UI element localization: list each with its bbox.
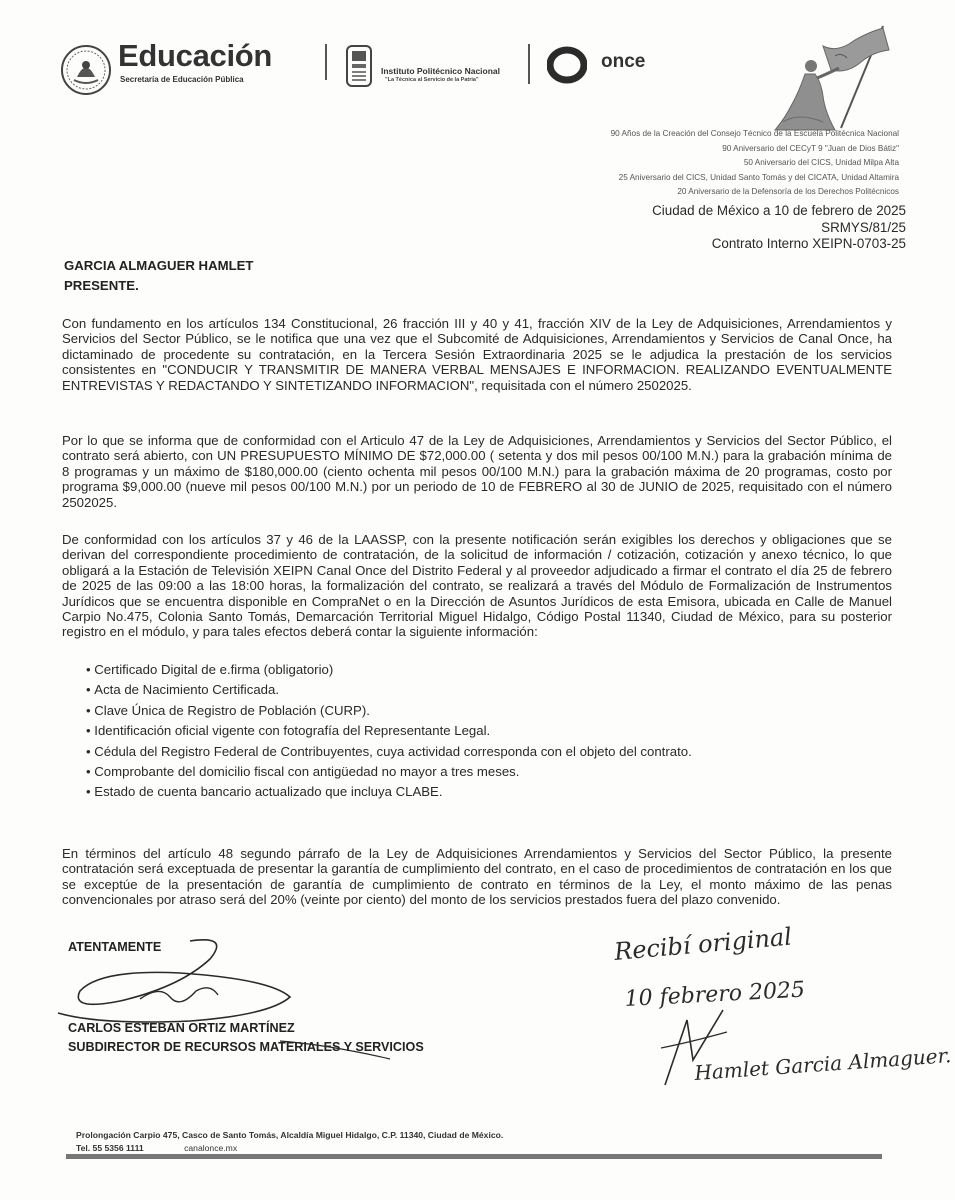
footer-website-link[interactable]: canalonce.mx [184, 1143, 238, 1153]
sep-title: Educación [118, 38, 273, 73]
anniversary-line: 25 Aniversario del CICS, Unidad Santo Tomás y del CICATA, Unidad Altamira [618, 172, 899, 182]
handwritten-line: Hamlet Garcia Almaguer. [693, 1043, 952, 1085]
signature-scribble-icon [40, 925, 480, 1075]
handwritten-receipt-note [595, 920, 955, 1100]
list-item: • Cédula del Registro Federal de Contribuyentes, cuya actividad corresponda con el objeto del contrato. [86, 742, 692, 762]
contract-number: Contrato Interno XEIPN-0703-25 [711, 236, 906, 251]
addressee-name: GARCIA ALMAGUER HAMLET [64, 258, 254, 273]
handwritten-line: Recibí original [613, 922, 793, 966]
addressee-block [64, 256, 254, 296]
logo-divider [325, 44, 327, 80]
list-item: • Certificado Digital de e.firma (obligatorio) [86, 660, 692, 680]
ipn-motto: "La Técnica al Servicio de la Patria" [385, 77, 479, 83]
closing-text: ATENTAMENTE [68, 940, 162, 954]
footer-divider [66, 1154, 882, 1159]
body-paragraph: Por lo que se informa que de conformidad con el Articulo 47 de la Ley de Adquisiciones, Arrendamientos y Servicios del Sector Público, el contrato será abierto, con UN PRESUPUESTO MÍNIMO DE $72,000.00 ( setenta y dos mil pesos 00/100 M.N.) para la grabación mínima de 8 programas y un máximo de $180,000.00 (ciento ochenta mil pesos 00/100 M.N.) para la grabación máxima de 20 programas, costo por programa $9,000.00 (nueve mil pesos 00/100 M.N.) por un periodo de 10 de FEBRERO al 30 de JUNIO de 2025, requisitado con el número 2502025. [62, 433, 892, 510]
body-paragraph: De conformidad con los artículos 37 y 46 de la LAASSP, con la presente notificación serán exigibles los derechos y obligaciones que se derivan del correspondiente procedimiento de contratación, de la solicitud de información / cotización, cotización y anexo técnico, lo que obligará a la Estación de Televisión XEIPN Canal Once del Distrito Federal y al proveedor adjudicado a firmar el contrato el día 25 de febrero de 2025 de las 09:00 a las 18:00 horas, la formalización del contrato, se realizará a través del Módulo de Formalización de Instrumentos Jurídicos que se encuentra disponible en CompraNet o en la Dirección de Asuntos Jurídicos de esta Emisora, ubicada en Calle de Manuel Carpio No.475, Colonia Santo Tomás, Demarcación Territorial Miguel Hidalgo, Código Postal 11340, Ciudad de México, para su posterior registro en el módulo, y para tales efectos deberá contar la siguiente información: [62, 532, 892, 640]
list-item: • Estado de cuenta bancario actualizado que incluya CLABE. [86, 782, 692, 802]
signer-name: CARLOS ESTEBAN ORTIZ MARTÍNEZ [68, 1021, 295, 1035]
body-paragraph: Con fundamento en los artículos 134 Constitucional, 26 fracción III y 40 y 41, fracción XIV de la Ley de Adquisiciones, Arrendamientos y Servicios del Sector Público, se le notifica que una vez que el Subcomité de Adquisiciones, Arrendamientos y Servicios de Canal Once, ha dictaminado de procedente su contratación, en la Tercera Sesión Extraordinaria 2025 se le adjudica la prestación de los servicios consistentes en "CONDUCIR Y TRANSMITIR DE MANERA VERBAL MENSAJES E INFORMACION. REALIZANDO EVENTUALMENTE ENTREVISTAS Y REDACTANDO Y SINTETIZANDO INFORMACION", requisitada con el número 2502025. [62, 316, 892, 393]
sep-subtitle: Secretaría de Educación Pública [120, 75, 244, 84]
signer-position: SUBDIRECTOR DE RECURSOS MATERIALES Y SERVICIOS [68, 1040, 424, 1054]
list-item: • Identificación oficial vigente con fotografía del Representante Legal. [86, 721, 692, 741]
anniversary-line: 50 Aniversario del CICS, Unidad Milpa Alta [743, 158, 899, 167]
date-reference-block [652, 203, 906, 253]
anniversary-list [339, 127, 899, 200]
footer-address: Prolongación Carpio 475, Casco de Santo Tomás, Alcaldía Miguel Hidalgo, C.P. 11340, Ciudad de México. [76, 1130, 504, 1140]
footer-contact [76, 1143, 237, 1153]
list-item: • Acta de Nacimiento Certificada. [86, 680, 692, 700]
list-item: • Comprobante del domicilio fiscal con antigüedad no mayor a tres meses. [86, 762, 692, 782]
reference-number: SRMYS/81/25 [821, 219, 906, 235]
ipn-logo-icon [344, 44, 374, 88]
handwritten-line: 10 febrero 2025 [624, 977, 806, 1012]
flag-bearer-illustration-icon [765, 22, 899, 134]
body-paragraph: En términos del artículo 48 segundo párrafo de la Ley de Adquisiciones Arrendamientos y Servicios del Sector Público, la presente contratación será exceptuada de presentar la garantía de cumplimiento del contrato, en el caso de procedimientos de contratación en los que se exceptúe de la presentación de garantía de cumplimiento de contrato en términos de la Ley, el monto máximo de las penas convencionales por atraso será del 20% (veinte por ciento) del monto de los servicios prestados fuera del plazo convenido. [62, 846, 892, 908]
logo-divider [528, 44, 530, 84]
addressee-greeting: PRESENTE. [64, 278, 139, 293]
ipn-name: Instituto Politécnico Nacional [381, 66, 501, 76]
anniversary-line: 90 Aniversario del CECyT 9 "Juan de Dios Bátiz" [722, 143, 899, 153]
anniversary-line: 20 Aniversario de la Defensoría de los Derechos Politécnicos [677, 187, 899, 196]
footer-phone: Tel. 55 5356 1111 [76, 1143, 144, 1153]
requirements-list [86, 660, 692, 803]
once-logo-icon [547, 46, 587, 84]
sep-seal-icon [60, 44, 112, 96]
list-item: • Clave Única de Registro de Población (CURP). [86, 701, 692, 721]
place-date: Ciudad de México a 10 de febrero de 2025 [652, 203, 906, 218]
once-wordmark: once [601, 51, 646, 72]
anniversary-line: 90 Años de la Creación del Consejo Técnico de la Escuela Politécnica Nacional [610, 129, 899, 138]
